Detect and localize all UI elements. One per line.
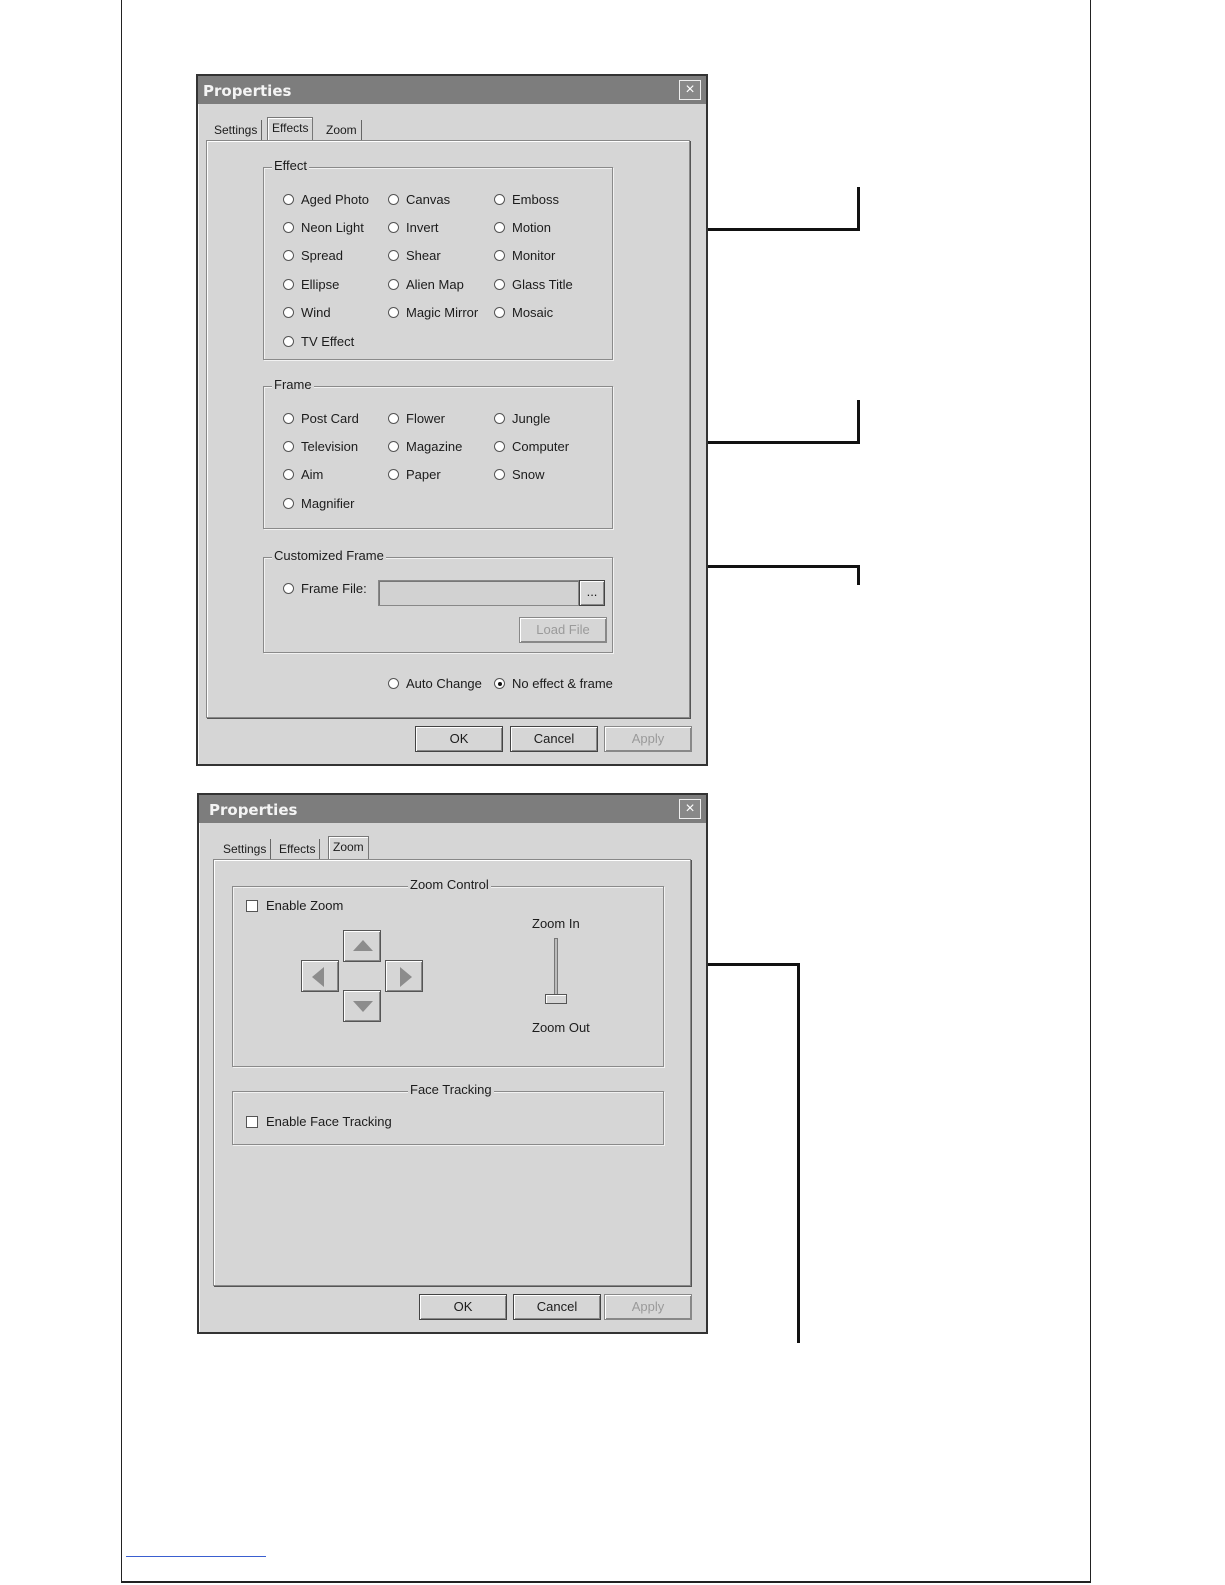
cancel-button[interactable]: Cancel	[513, 1294, 601, 1320]
callout-effect-tick	[857, 187, 860, 231]
radio-snow[interactable]: Snow	[494, 467, 545, 483]
radio-no-effect-frame[interactable]: No effect & frame	[494, 676, 613, 692]
close-icon: ×	[685, 800, 695, 817]
frame-file-input[interactable]	[378, 580, 579, 606]
tab-settings[interactable]: Settings	[219, 839, 271, 859]
radio-auto-change[interactable]: Auto Change	[388, 676, 482, 692]
radio-jungle[interactable]: Jungle	[494, 411, 550, 427]
radio-frame-file[interactable]: Frame File:	[283, 581, 367, 597]
apply-button[interactable]: Apply	[604, 1294, 692, 1320]
enable-face-tracking-checkbox[interactable]: Enable Face Tracking	[246, 1114, 392, 1130]
ok-button[interactable]: OK	[415, 726, 503, 752]
footnote-rule	[126, 1556, 266, 1557]
tab-panel	[206, 140, 690, 718]
radio-canvas[interactable]: Canvas	[388, 192, 450, 208]
frame-group-title: Frame	[274, 377, 312, 392]
pan-up-button[interactable]	[343, 930, 381, 962]
radio-ellipse[interactable]: Ellipse	[283, 277, 339, 293]
callout-zoom-drop	[797, 963, 800, 1343]
properties-dialog-effects	[196, 74, 708, 766]
dialog-titlebar	[199, 795, 706, 823]
tab-strip	[219, 839, 419, 861]
zoom-out-label: Zoom Out	[532, 1020, 590, 1035]
radio-shear[interactable]: Shear	[388, 248, 441, 264]
radio-magnifier[interactable]: Magnifier	[283, 496, 354, 512]
zoom-slider-thumb[interactable]	[545, 994, 567, 1004]
tab-strip	[210, 120, 410, 142]
apply-button[interactable]: Apply	[604, 726, 692, 752]
arrow-left-icon	[312, 967, 324, 987]
browse-button[interactable]: ...	[579, 580, 605, 606]
face-tracking-title: Face Tracking	[410, 1082, 492, 1097]
close-button[interactable]	[679, 80, 701, 100]
radio-monitor[interactable]: Monitor	[494, 248, 555, 264]
properties-dialog-zoom	[197, 793, 708, 1334]
radio-wind[interactable]: Wind	[283, 305, 331, 321]
radio-emboss[interactable]: Emboss	[494, 192, 559, 208]
effect-group-title: Effect	[274, 158, 308, 173]
enable-zoom-checkbox[interactable]: Enable Zoom	[246, 898, 343, 914]
close-icon: ×	[685, 81, 695, 98]
zoom-in-label: Zoom In	[532, 916, 580, 931]
zoom-control-title: Zoom Control	[410, 877, 489, 892]
tab-effects[interactable]: Effects	[275, 839, 320, 859]
zoom-slider-track[interactable]	[554, 938, 558, 998]
radio-television[interactable]: Television	[283, 439, 358, 455]
radio-invert[interactable]: Invert	[388, 220, 439, 236]
tab-effects[interactable]: Effects	[267, 117, 313, 141]
radio-aim[interactable]: Aim	[283, 467, 323, 483]
ok-button[interactable]: OK	[419, 1294, 507, 1320]
radio-neon-light[interactable]: Neon Light	[283, 220, 364, 236]
dialog-title: Properties	[209, 801, 298, 819]
tab-panel	[213, 859, 691, 1286]
dialog-titlebar	[198, 76, 706, 104]
radio-computer[interactable]: Computer	[494, 439, 569, 455]
radio-glass-title[interactable]: Glass Title	[494, 277, 573, 293]
radio-alien-map[interactable]: Alien Map	[388, 277, 464, 293]
pan-down-button[interactable]	[343, 990, 381, 1022]
arrow-up-icon	[353, 940, 373, 951]
tab-zoom[interactable]: Zoom	[328, 836, 369, 860]
radio-post-card[interactable]: Post Card	[283, 411, 359, 427]
callout-frame-tick	[857, 400, 860, 444]
radio-flower[interactable]: Flower	[388, 411, 445, 427]
radio-magazine[interactable]: Magazine	[388, 439, 462, 455]
tab-zoom[interactable]: Zoom	[322, 120, 362, 140]
callout-custom-tick	[857, 565, 860, 585]
radio-motion[interactable]: Motion	[494, 220, 551, 236]
load-file-button[interactable]: Load File	[519, 617, 607, 643]
radio-tv-effect[interactable]: TV Effect	[283, 334, 354, 350]
customized-frame-title: Customized Frame	[274, 548, 384, 563]
radio-magic-mirror[interactable]: Magic Mirror	[388, 305, 478, 321]
radio-mosaic[interactable]: Mosaic	[494, 305, 553, 321]
pan-left-button[interactable]	[301, 960, 339, 992]
tab-settings[interactable]: Settings	[210, 120, 262, 140]
radio-spread[interactable]: Spread	[283, 248, 343, 264]
close-button[interactable]	[679, 799, 701, 819]
cancel-button[interactable]: Cancel	[510, 726, 598, 752]
radio-paper[interactable]: Paper	[388, 467, 441, 483]
arrow-down-icon	[353, 1001, 373, 1012]
dialog-title: Properties	[203, 82, 292, 100]
arrow-right-icon	[400, 967, 412, 987]
pan-right-button[interactable]	[385, 960, 423, 992]
radio-aged-photo[interactable]: Aged Photo	[283, 192, 369, 208]
